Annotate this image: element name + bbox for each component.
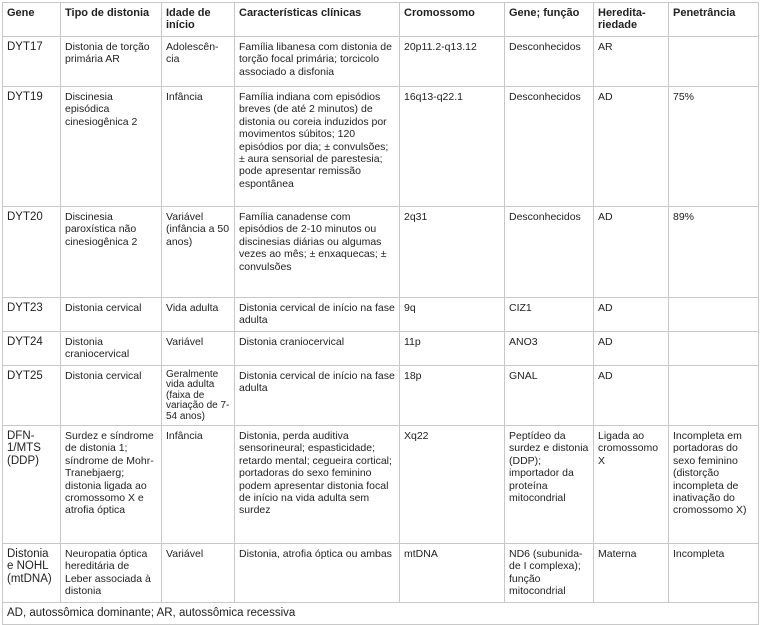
cell-penetrance: Incompleta em portadoras do sexo feminino (distorção incompleta de inativação do cromossomo X) bbox=[669, 426, 759, 544]
cell-gene: DYT24 bbox=[3, 332, 61, 366]
table-footnote: AD, autossômica dominante; AR, autossômica recessiva bbox=[3, 603, 759, 625]
cell-penetrance bbox=[669, 298, 759, 332]
cell-penetrance: 75% bbox=[669, 87, 759, 207]
table-row bbox=[3, 87, 759, 207]
header-gene: Gene bbox=[3, 3, 61, 37]
cell-type: Distonia cervical bbox=[61, 298, 162, 332]
header-type: Tipo de distonia bbox=[61, 3, 162, 37]
cell-clinical: Distonia craniocervical bbox=[235, 332, 400, 366]
header-chromosome: Cromossomo bbox=[400, 3, 505, 37]
cell-chromosome: 20p11.2-q13.12 bbox=[400, 37, 505, 87]
table-row bbox=[3, 332, 759, 366]
header-onset: Idade de início bbox=[162, 3, 235, 37]
cell-type: Surdez e síndrome de distonia 1; síndrome de Mohr-Tranebjaerg; distonia ligada ao cromossomo X e atrofia óptica bbox=[61, 426, 162, 544]
cell-penetrance: 89% bbox=[669, 207, 759, 298]
table-row bbox=[3, 298, 759, 332]
table-row bbox=[3, 366, 759, 426]
cell-function: CIZ1 bbox=[505, 298, 594, 332]
dystonia-table bbox=[2, 2, 759, 625]
cell-onset: Variável (infância a 50 anos) bbox=[162, 207, 235, 298]
cell-onset: Infância bbox=[162, 426, 235, 544]
cell-penetrance bbox=[669, 366, 759, 426]
cell-type: Neuropatia óptica hereditária de Leber associada à distonia bbox=[61, 544, 162, 603]
cell-type: Distonia de torção primária AR bbox=[61, 37, 162, 87]
cell-clinical: Família libanesa com distonia de torção focal primária; torcicolo associado a disfonia bbox=[235, 37, 400, 87]
cell-heredity: Materna bbox=[594, 544, 669, 603]
cell-type: Discinesia episódica cinesiogênica 2 bbox=[61, 87, 162, 207]
cell-onset: Infância bbox=[162, 87, 235, 207]
cell-onset: Adolescên-cia bbox=[162, 37, 235, 87]
cell-gene: DYT17 bbox=[3, 37, 61, 87]
cell-gene: DYT19 bbox=[3, 87, 61, 207]
cell-gene: DYT25 bbox=[3, 366, 61, 426]
cell-chromosome: 16q13-q22.1 bbox=[400, 87, 505, 207]
cell-heredity: AD bbox=[594, 332, 669, 366]
cell-chromosome: 2q31 bbox=[400, 207, 505, 298]
table-row bbox=[3, 37, 759, 87]
cell-function: ND6 (subunida-de I complexa); função mitocondrial bbox=[505, 544, 594, 603]
cell-chromosome: 18p bbox=[400, 366, 505, 426]
cell-penetrance: Incompleta bbox=[669, 544, 759, 603]
cell-type: Distonia cervical bbox=[61, 366, 162, 426]
cell-clinical: Família indiana com episódios breves (de até 2 minutos) de distonia ou coreia induzidos por movimentos súbitos; 120 episódios por dia; ± convulsões; ± aura sensorial de parestesia; pode apresentar remissão espontânea bbox=[235, 87, 400, 207]
cell-clinical: Distonia, atrofia óptica ou ambas bbox=[235, 544, 400, 603]
header-penetrance: Penetrância bbox=[669, 3, 759, 37]
table-row bbox=[3, 426, 759, 544]
cell-clinical: Distonia cervical de início na fase adulta bbox=[235, 366, 400, 426]
cell-clinical: Distonia cervical de início na fase adulta bbox=[235, 298, 400, 332]
cell-clinical: Distonia, perda auditiva sensorineural; espasticidade; retardo mental; cegueira cortical; portadoras do sexo feminino podem apresentar distonia focal de início na vida adulta sem surdez bbox=[235, 426, 400, 544]
cell-chromosome: Xq22 bbox=[400, 426, 505, 544]
header-clinical: Características clínicas bbox=[235, 3, 400, 37]
cell-clinical: Família canadense com episódios de 2-10 minutos ou discinesias diárias ou algumas vezes ao mês; ± enxaquecas; ± convulsões bbox=[235, 207, 400, 298]
cell-type: Distonia craniocervical bbox=[61, 332, 162, 366]
cell-heredity: AD bbox=[594, 366, 669, 426]
cell-chromosome: mtDNA bbox=[400, 544, 505, 603]
cell-penetrance bbox=[669, 332, 759, 366]
cell-penetrance bbox=[669, 37, 759, 87]
cell-onset: Variável bbox=[162, 544, 235, 603]
table-row bbox=[3, 544, 759, 603]
cell-function: Peptídeo da surdez e distonia (DDP); importador da proteína mitocondrial bbox=[505, 426, 594, 544]
header-row bbox=[3, 3, 759, 37]
cell-onset: Variável bbox=[162, 332, 235, 366]
cell-onset: Geralmente vida adulta (faixa de variação de 7-54 anos) bbox=[162, 366, 235, 426]
cell-gene: DFN-1/MTS (DDP) bbox=[3, 426, 61, 544]
cell-chromosome: 9q bbox=[400, 298, 505, 332]
header-function: Gene; função bbox=[505, 3, 594, 37]
cell-heredity: AD bbox=[594, 207, 669, 298]
cell-function: GNAL bbox=[505, 366, 594, 426]
cell-heredity: AD bbox=[594, 298, 669, 332]
footer-row bbox=[3, 603, 759, 625]
cell-gene: DYT20 bbox=[3, 207, 61, 298]
table-row bbox=[3, 207, 759, 298]
cell-gene: Distonia e NOHL (mtDNA) bbox=[3, 544, 61, 603]
cell-heredity: AR bbox=[594, 37, 669, 87]
cell-type: Discinesia paroxística não cinesiogênica 2 bbox=[61, 207, 162, 298]
cell-function: ANO3 bbox=[505, 332, 594, 366]
cell-gene: DYT23 bbox=[3, 298, 61, 332]
cell-function: Desconhecidos bbox=[505, 87, 594, 207]
cell-heredity: Ligada ao cromossomo X bbox=[594, 426, 669, 544]
cell-heredity: AD bbox=[594, 87, 669, 207]
header-heredity: Heredita-riedade bbox=[594, 3, 669, 37]
cell-chromosome: 11p bbox=[400, 332, 505, 366]
cell-function: Desconhecidos bbox=[505, 207, 594, 298]
cell-function: Desconhecidos bbox=[505, 37, 594, 87]
cell-onset: Vida adulta bbox=[162, 298, 235, 332]
